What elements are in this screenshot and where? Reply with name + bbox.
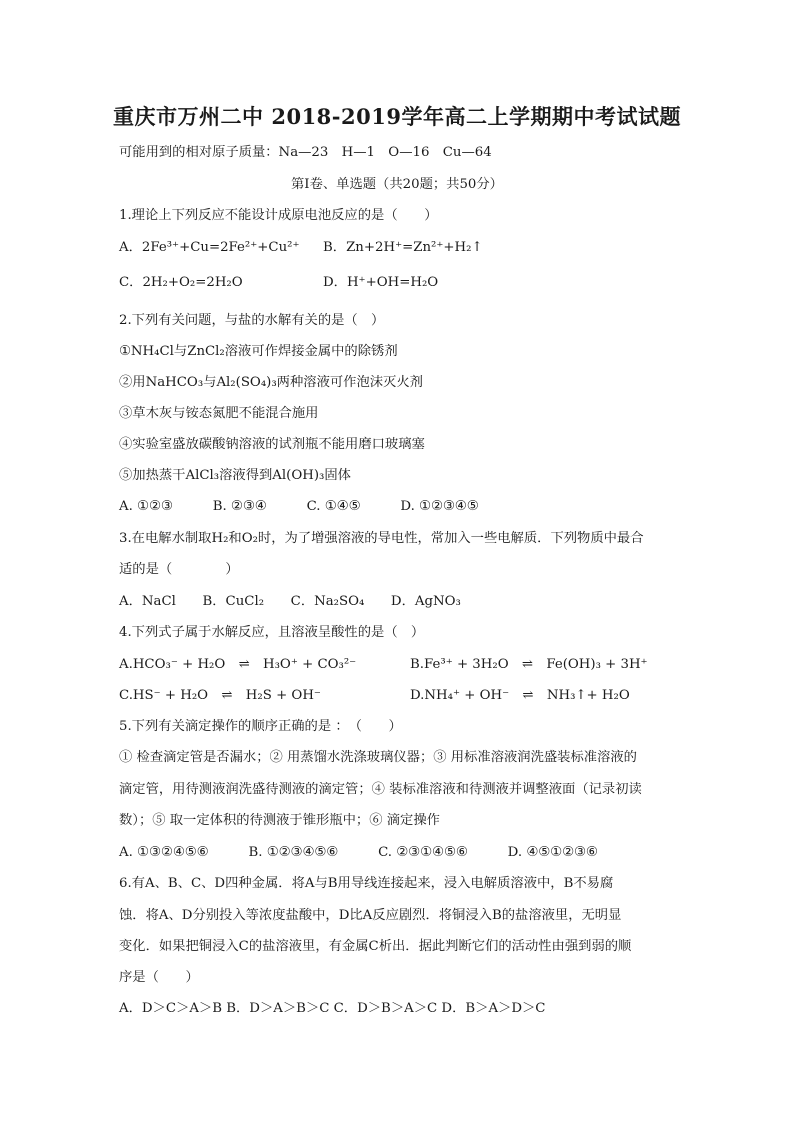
section-heading: 第Ⅰ卷、单选题（共20题；共50分） <box>291 177 503 192</box>
question-4-option-a: A.HCO₃⁻ + H₂O ⇌ H₃O⁺ + CO₃²⁻ <box>119 657 357 672</box>
question-5-text: ① 检查滴定管是否漏水；② 用蒸馏水洗涤玻璃仪器；③ 用标准溶液润洗盛装标准溶液的 <box>119 750 637 765</box>
question-5-options: A. ①③②④⑤⑥ B. ①②③④⑤⑥ C. ②③①④⑤⑥ D. ④⑤①②③⑥ <box>119 845 598 860</box>
question-6-text: 变化．如果把铜浸入C的盐溶液里，有金属C析出．据此判断它们的活动性由强到弱的顺 <box>119 939 632 954</box>
question-2-item: ③草木灰与铵态氮肥不能混合施用 <box>119 406 319 421</box>
question-6-options: A．D＞C＞A＞B B．D＞A＞B＞C C．D＞B＞A＞C D．B＞A＞D＞C <box>119 1001 546 1016</box>
question-2-item: ⑤加热蒸干AlCl₃溶液得到Al(OH)₃固体 <box>119 468 351 483</box>
question-4-option-d: D.NH₄⁺ + OH⁻ ⇌ NH₃↑+ H₂O <box>410 688 630 703</box>
question-5-text: 数）；⑤ 取一定体积的待测液于锥形瓶中；⑥ 滴定操作 <box>119 813 440 828</box>
question-6-text: 序是（ ） <box>119 970 199 985</box>
question-2-item: ②用NaHCO₃与Al₂(SO₄)₃两种溶液可作泡沫灭火剂 <box>119 375 423 390</box>
question-1-option-b: B．Zn+2H⁺=Zn²⁺+H₂↑ <box>323 240 483 255</box>
question-6-text: 6.有A、B、C、D四种金属．将A与B用导线连接起来，浸入电解质溶液中，B不易腐 <box>119 876 614 891</box>
question-4-option-b: B.Fe³⁺ + 3H₂O ⇌ Fe(OH)₃ + 3H⁺ <box>410 657 648 672</box>
question-2-options: A. ①②③ B. ②③④ C. ①④⑤ D. ①②③④⑤ <box>119 499 479 514</box>
atomic-masses: 可能用到的相对原子质量：Na—23 H—1 O—16 Cu—64 <box>119 145 492 160</box>
question-2-item: ①NH₄Cl与ZnCl₂溶液可作焊接金属中的除锈剂 <box>119 344 398 359</box>
question-2-stem: 2.下列有关问题，与盐的水解有关的是（ ） <box>119 313 385 328</box>
question-1-option-d: D．H⁺+OH=H₂O <box>323 275 439 290</box>
question-2-item: ④实验室盛放碳酸钠溶液的试剂瓶不能用磨口玻璃塞 <box>119 437 425 452</box>
question-1-stem: 1.理论上下列反应不能设计成原电池反应的是（ ） <box>119 208 438 223</box>
question-4-option-c: C.HS⁻ + H₂O ⇌ H₂S + OH⁻ <box>119 688 321 703</box>
question-4-stem: 4.下列式子属于水解反应，且溶液呈酸性的是（ ） <box>119 625 425 640</box>
question-5-text: 滴定管，用待测液润洗盛待测液的滴定管；④ 装标准溶液和待测液并调整液面（记录初读 <box>119 782 642 797</box>
question-5-stem: 5.下列有关滴定操作的顺序正确的是 ： （ ） <box>119 719 402 734</box>
question-1-option-c: C．2H₂+O₂=2H₂O <box>119 275 243 290</box>
question-1-option-a: A．2Fe³⁺+Cu=2Fe²⁺+Cu²⁺ <box>119 240 300 255</box>
question-3-stem-cont: 适的是（ ） <box>119 562 239 577</box>
question-3-stem: 3.在电解水制取H₂和O₂时，为了增强溶液的导电性，常加入一些电解质．下列物质中最合 <box>119 531 644 546</box>
question-3-options: A．NaCl B．CuCl₂ C．Na₂SO₄ D．AgNO₃ <box>119 594 461 609</box>
question-6-text: 蚀．将A、D分别投入等浓度盐酸中，D比A反应剧烈．将铜浸入B的盐溶液里，无明显 <box>119 908 622 923</box>
page-title: 重庆市万州二中 2018-2019学年高二上学期期中考试试题 <box>113 104 681 129</box>
